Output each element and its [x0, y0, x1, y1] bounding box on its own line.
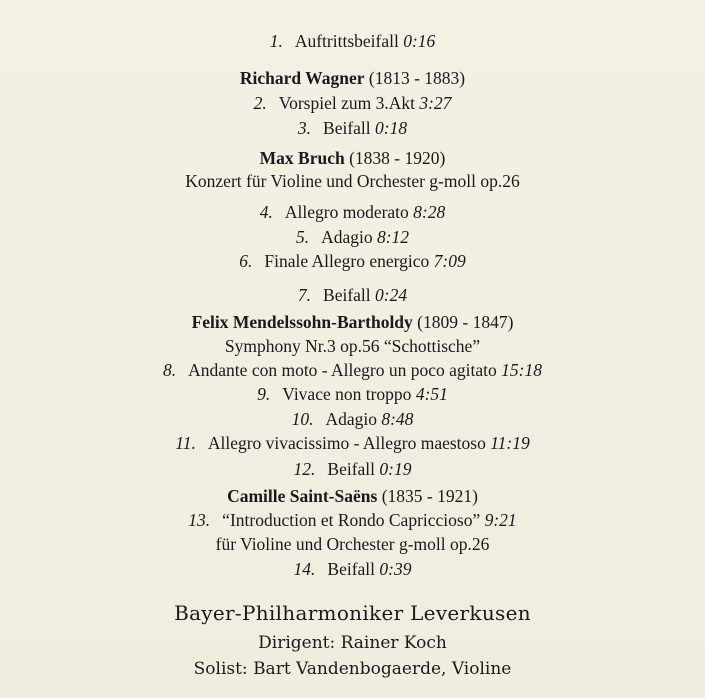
composer-years: (1809 - 1847) [417, 312, 514, 332]
track-number: 12. [293, 459, 316, 479]
track-11 [0, 432, 705, 454]
track-title: Finale Allegro energico [264, 251, 430, 271]
track-duration: 4:51 [415, 384, 448, 404]
composer-wagner [0, 67, 705, 89]
track-title: Andante con moto - Allegro un poco agitato [188, 360, 497, 380]
composer-name: Max Bruch [259, 148, 345, 168]
track-duration: 0:18 [375, 118, 408, 138]
composer-name: Camille Saint-Saëns [227, 486, 378, 506]
track-13 [0, 509, 705, 531]
composer-years: (1835 - 1921) [381, 486, 478, 506]
track-title: Vorspiel zum 3.Akt [278, 93, 415, 113]
work-title-mendelssohn: Symphony Nr.3 op.56 “Schottische” [224, 336, 481, 356]
track-9 [0, 383, 705, 405]
track-duration: 7:09 [433, 251, 466, 271]
track-duration: 8:12 [376, 227, 410, 247]
soloist-credit: Solist: Bart Vandenbogaerde, Violine [193, 659, 512, 679]
track-2 [0, 92, 705, 114]
orchestra-name: Bayer-Philharmoniker Leverkusen [174, 601, 531, 625]
track-number: 11. [175, 433, 196, 453]
track-duration: 8:28 [413, 202, 446, 222]
track-number: 10. [291, 409, 314, 429]
composer-saint-saens [0, 485, 705, 507]
track-10 [0, 408, 705, 430]
track-title: Allegro moderato [284, 202, 409, 222]
track-number: 8. [163, 360, 177, 380]
track-5 [0, 226, 705, 248]
track-duration: 9:21 [484, 510, 517, 530]
work-subtitle-saint-saens: für Violine und Orchester g-moll op.26 [215, 534, 490, 554]
track-duration: 15:18 [501, 360, 542, 380]
track-duration: 0:16 [403, 31, 436, 51]
track-number: 6. [239, 251, 253, 271]
track-title: Beifall [327, 459, 376, 479]
track-title: “Introduction et Rondo Capriccioso” [222, 510, 481, 530]
composer-years: (1838 - 1920) [349, 148, 446, 168]
track-title: Adagio [325, 409, 377, 429]
composer-years: (1813 - 1883) [368, 68, 466, 88]
track-duration: 0:19 [379, 459, 412, 479]
work-title-bruch: Konzert für Violine und Orchester g-moll op.26 [185, 171, 520, 191]
track-title: Vivace non troppo [282, 384, 412, 404]
track-number: 5. [295, 227, 310, 247]
composer-mendelssohn [0, 311, 705, 333]
composer-bruch [0, 147, 705, 169]
track-7 [0, 284, 705, 306]
track-8 [0, 359, 705, 381]
track-number: 4. [259, 202, 273, 222]
track-title: Auftrittsbeifall [294, 31, 399, 51]
track-duration: 0:24 [375, 285, 408, 305]
track-duration: 8:48 [381, 409, 414, 429]
track-duration: 3:27 [419, 93, 452, 113]
track-number: 3. [297, 118, 312, 138]
track-4 [0, 201, 705, 223]
track-duration: 0:39 [379, 559, 412, 579]
track-number: 7. [297, 285, 312, 305]
track-title: Allegro vivacissimo - Allegro maestoso [207, 433, 486, 453]
composer-name: Richard Wagner [239, 68, 365, 88]
track-number: 13. [188, 510, 211, 530]
track-title: Adagio [321, 227, 373, 247]
track-12 [0, 458, 705, 480]
conductor-credit: Dirigent: Rainer Koch [258, 633, 447, 653]
track-number: 9. [257, 384, 271, 404]
track-duration: 11:19 [490, 433, 530, 453]
track-number: 2. [253, 93, 267, 113]
composer-name: Felix Mendelssohn-Bartholdy [191, 312, 413, 332]
track-14 [0, 558, 705, 580]
track-number: 1. [269, 31, 283, 51]
track-title: Beifall [323, 285, 371, 305]
track-3 [0, 117, 705, 139]
track-6 [0, 250, 705, 272]
track-title: Beifall [327, 559, 376, 579]
track-title: Beifall [323, 118, 371, 138]
track-number: 14. [293, 559, 316, 579]
track-1 [0, 30, 705, 52]
